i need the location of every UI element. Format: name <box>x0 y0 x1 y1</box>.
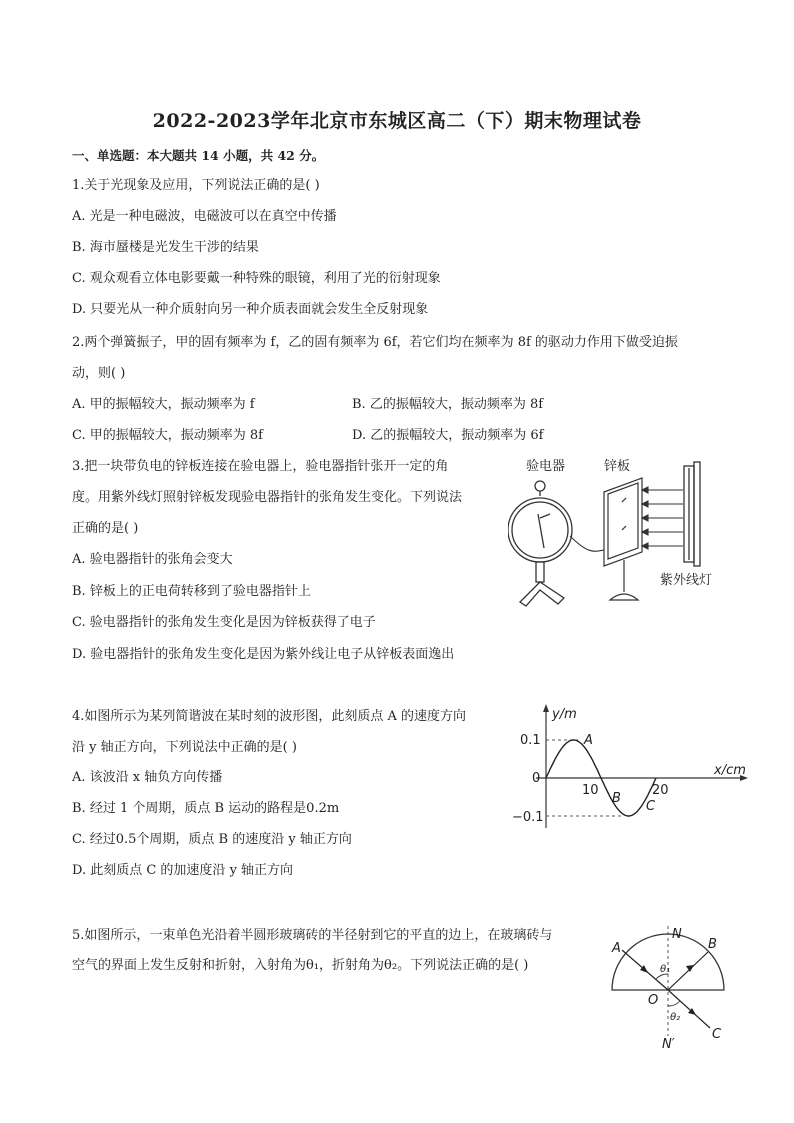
y-tick-bottom: −0.1 <box>512 810 544 825</box>
q5-figure <box>604 918 734 1053</box>
theta2-arc <box>668 1001 680 1006</box>
q1-stem: 1.关于光现象及应用，下列说法正确的是( ) <box>72 178 320 193</box>
q3-stem-line3: 正确的是( ) <box>72 521 139 536</box>
point-c-label: C <box>646 799 656 814</box>
label-o: O <box>648 993 659 1008</box>
y-axis-arrow-icon <box>543 704 549 712</box>
y-tick-zero: 0 <box>532 771 541 786</box>
label-a: A <box>612 941 621 956</box>
section-heading: 一、单选题：本大题共 14 小题，共 42 分。 <box>72 148 325 163</box>
label-theta1: θ₁ <box>660 964 671 975</box>
q3-figure <box>508 452 728 618</box>
q5-stem-line2: 空气的界面上发生反射和折射，入射角为θ₁，折射角为θ₂。下列说法正确的是( ) <box>72 958 529 973</box>
electroscope-label: 验电器 <box>526 459 566 474</box>
point-b-label: B <box>612 791 621 806</box>
uv-rays <box>642 487 683 549</box>
q4-stem-line2: 沿 y 轴正方向，下列说法中正确的是( ) <box>72 740 297 755</box>
label-n: N <box>672 927 682 942</box>
page-title: 2022-2023学年北京市东城区高二（下）期末物理试卷 <box>152 110 642 132</box>
label-c: C <box>712 1027 722 1042</box>
uv-lamp-icon <box>684 462 700 566</box>
q2-option-c: C. 甲的振幅较大，振动频率为 8f <box>72 428 263 443</box>
q2-option-a: A. 甲的振幅较大，振动频率为 f <box>72 397 255 412</box>
electroscope-icon <box>508 481 572 606</box>
x-tick-20: 20 <box>652 783 669 798</box>
connecting-wire <box>570 536 604 551</box>
q2-stem-line1: 2.两个弹簧振子，甲的固有频率为 f，乙的固有频率为 6f，若它们均在频率为 8f 的驱动力作用下做受迫振 <box>72 335 678 350</box>
q4-figure <box>506 700 756 835</box>
q3-option-c: C. 验电器指针的张角发生变化是因为锌板获得了电子 <box>72 615 376 630</box>
q4-stem-line1: 4.如图所示为某列简谐波在某时刻的波形图，此刻质点 A 的速度方向 <box>72 709 467 724</box>
q5-stem-line1: 5.如图所示，一束单色光沿着半圆形玻璃砖的半径射到它的平直的边上，在玻璃砖与 <box>72 928 553 943</box>
q3-option-d: D. 验电器指针的张角发生变化是因为紫外线让电子从锌板表面逸出 <box>72 647 455 662</box>
q1-option-c: C. 观众观看立体电影要戴一种特殊的眼镜，利用了光的衍射现象 <box>72 271 441 286</box>
label-b: B <box>708 937 717 952</box>
q2-option-d: D. 乙的振幅较大，振动频率为 6f <box>352 428 544 443</box>
q4-option-a: A. 该波沿 x 轴负方向传播 <box>72 770 223 785</box>
q1-option-a: A. 光是一种电磁波，电磁波可以在真空中传播 <box>72 209 337 224</box>
q3-stem-line1: 3.把一块带负电的锌板连接在验电器上，验电器指针张开一定的角 <box>72 459 449 474</box>
q4-option-c: C. 经过0.5个周期，质点 B 的速度沿 y 轴正方向 <box>72 832 352 847</box>
zinc-plate-icon <box>604 478 642 600</box>
wave-graph <box>506 700 756 835</box>
y-axis-label: y/m <box>552 707 577 722</box>
q1-option-d: D. 只要光从一种介质射向另一种介质表面就会发生全反射现象 <box>72 302 429 317</box>
x-tick-10: 10 <box>582 783 599 798</box>
q4-option-d: D. 此刻质点 C 的加速度沿 y 轴正方向 <box>72 863 294 878</box>
x-axis-label: x/cm <box>714 763 746 778</box>
label-n-prime: N′ <box>662 1037 675 1052</box>
q3-option-a: A. 验电器指针的张角会变大 <box>72 552 233 567</box>
q1-option-b: B. 海市蜃楼是光发生干涉的结果 <box>72 240 259 255</box>
zinc-plate-label: 锌板 <box>604 459 631 474</box>
q3-figure-svg <box>508 452 728 618</box>
q2-option-b: B. 乙的振幅较大，振动频率为 8f <box>352 397 544 412</box>
reflected-ray <box>668 952 708 990</box>
uv-lamp-label: 紫外线灯 <box>660 573 713 588</box>
q2-stem-line2: 动，则( ) <box>72 366 126 381</box>
point-a-label: A <box>584 733 593 748</box>
refraction-diagram <box>604 918 734 1053</box>
q4-option-b: B. 经过 1 个周期，质点 B 运动的路程是0.2m <box>72 801 340 816</box>
y-tick-top: 0.1 <box>520 733 541 748</box>
label-theta2: θ₂ <box>670 1012 681 1023</box>
q3-option-b: B. 锌板上的正电荷转移到了验电器指针上 <box>72 584 311 599</box>
q3-stem-line2: 度。用紫外线灯照射锌板发现验电器指针的张角发生变化。下列说法 <box>72 490 463 505</box>
